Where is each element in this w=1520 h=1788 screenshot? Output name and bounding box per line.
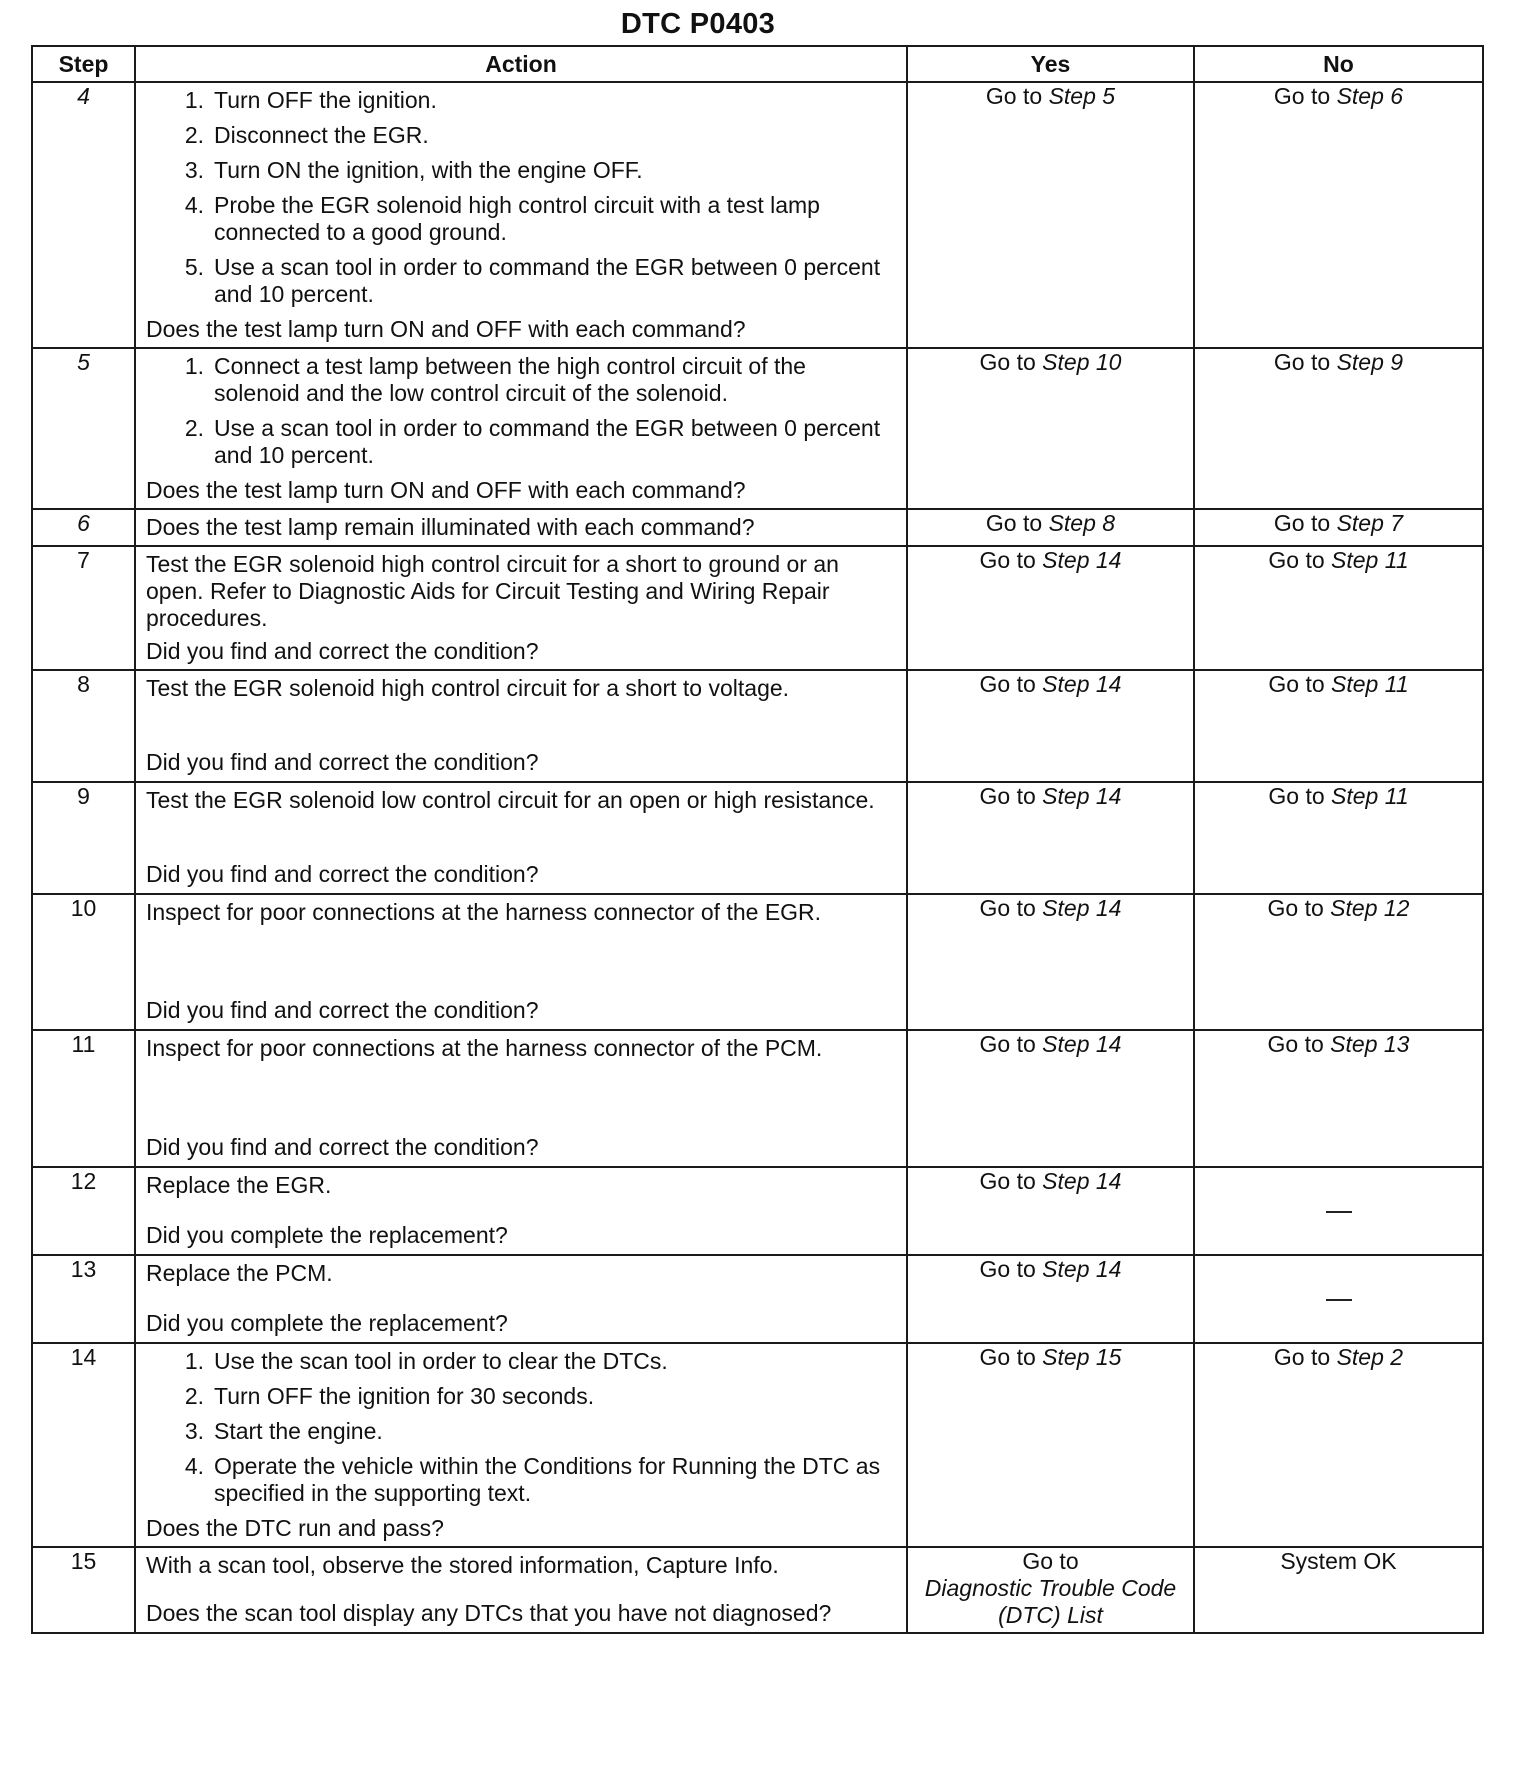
step-number: 10 [32, 894, 135, 1030]
action-text: Test the EGR solenoid high control circuit for a short to voltage. [146, 675, 790, 701]
yes-cell [907, 546, 1194, 670]
list-item-number: 5. [184, 254, 204, 280]
action-steps-list [146, 353, 896, 469]
yes-prefix: Go to [979, 895, 1036, 921]
no-cell [1194, 1255, 1483, 1343]
no-prefix: Go to [1268, 547, 1325, 573]
no-cell [1194, 894, 1483, 1030]
no-step-link[interactable]: Step 9 [1336, 349, 1404, 375]
no-step-link[interactable]: Step 11 [1331, 671, 1409, 697]
yes-step-link[interactable]: Step 14 [1042, 1168, 1122, 1194]
action-cell [135, 670, 907, 782]
yes-prefix: Go to [979, 1031, 1036, 1057]
no-step-link[interactable]: Step 13 [1330, 1031, 1410, 1057]
no-prefix: Go to [1267, 895, 1324, 921]
action-cell [135, 1547, 907, 1633]
action-body [146, 1035, 896, 1068]
action-content [136, 349, 906, 508]
diagnostic-table [31, 45, 1484, 1634]
list-item-number: 2. [184, 415, 204, 441]
yes-step-link[interactable]: Step 14 [1042, 895, 1122, 921]
list-item [146, 254, 896, 308]
step-number: 7 [32, 546, 135, 670]
header-no: No [1194, 46, 1483, 82]
action-content [136, 671, 906, 780]
list-item [146, 353, 896, 407]
header-yes: Yes [907, 46, 1194, 82]
action-content [136, 83, 906, 347]
list-item [146, 1453, 896, 1507]
yes-prefix: Go to [979, 783, 1036, 809]
action-text: Replace the EGR. [146, 1172, 332, 1198]
yes-step-link[interactable]: Diagnostic Trouble Code (DTC) List [924, 1575, 1177, 1628]
step-number: 12 [32, 1167, 135, 1255]
yes-prefix: Go to [979, 1344, 1036, 1370]
action-question: Did you find and correct the condition? [146, 997, 539, 1023]
list-item-number: 1. [184, 87, 204, 113]
table-row [32, 670, 1483, 782]
no-cell [1194, 1343, 1483, 1547]
yes-cell [907, 782, 1194, 894]
list-item-number: 3. [184, 157, 204, 183]
yes-step-link[interactable]: Step 14 [1042, 547, 1122, 573]
action-cell [135, 1167, 907, 1255]
list-item [146, 192, 896, 246]
yes-step-link[interactable]: Step 5 [1048, 83, 1116, 109]
action-text: Inspect for poor connections at the harness connector of the PCM. [146, 1035, 823, 1061]
no-step-link[interactable]: Step 7 [1336, 510, 1404, 536]
action-body [146, 1172, 896, 1205]
action-cell [135, 1343, 907, 1547]
list-item [146, 1383, 896, 1410]
list-item-text: Use a scan tool in order to command the EGR between 0 percent and 10 percent. [214, 415, 881, 468]
yes-prefix: Go to [979, 1168, 1036, 1194]
header-step: Step [32, 46, 135, 82]
list-item-text: Use a scan tool in order to command the EGR between 0 percent and 10 percent. [214, 254, 881, 307]
header-row [32, 46, 1483, 82]
action-cell [135, 546, 907, 670]
yes-cell [907, 509, 1194, 546]
list-item-number: 2. [184, 122, 204, 148]
action-cell [135, 509, 907, 546]
no-prefix: Go to [1273, 83, 1331, 109]
list-item [146, 87, 896, 114]
yes-cell [907, 1547, 1194, 1633]
action-cell [135, 1255, 907, 1343]
action-question: Does the test lamp remain illuminated with each command? [146, 514, 755, 540]
yes-step-link[interactable]: Step 14 [1042, 1031, 1122, 1057]
list-item-number: 1. [184, 1348, 204, 1374]
action-text: Replace the PCM. [146, 1260, 333, 1286]
action-body [146, 1260, 896, 1293]
no-cell [1194, 546, 1483, 670]
yes-step-link[interactable]: Step 15 [1042, 1344, 1122, 1370]
action-question: Did you find and correct the condition? [146, 638, 539, 664]
step-number: 9 [32, 782, 135, 894]
action-question: Does the scan tool display any DTCs that you have not diagnosed? [146, 1600, 832, 1626]
step-number: 11 [32, 1030, 135, 1167]
action-question: Did you complete the replacement? [146, 1222, 508, 1248]
header-action: Action [135, 46, 907, 82]
yes-prefix: Go to [979, 1256, 1036, 1282]
yes-cell [907, 348, 1194, 509]
action-question: Does the DTC run and pass? [146, 1515, 444, 1541]
step-number: 13 [32, 1255, 135, 1343]
table-row [32, 348, 1483, 509]
list-item [146, 157, 896, 184]
action-text: Test the EGR solenoid low control circuit for an open or high resistance. [146, 787, 875, 813]
list-item [146, 122, 896, 149]
action-content [136, 1031, 906, 1165]
no-step-link[interactable]: Step 12 [1330, 895, 1410, 921]
no-prefix: Go to [1273, 1344, 1331, 1370]
action-content [136, 547, 906, 669]
yes-prefix: Go to [979, 547, 1036, 573]
action-body [146, 551, 896, 638]
table-row [32, 1343, 1483, 1547]
action-cell [135, 348, 907, 509]
list-item-text: Operate the vehicle within the Conditions for Running the DTC as specified in the supporting text. [214, 1453, 881, 1506]
no-prefix: Go to [1273, 349, 1331, 375]
action-content [136, 895, 906, 1028]
no-result-text: System OK [1280, 1548, 1397, 1574]
action-text: Inspect for poor connections at the harness connector of the EGR. [146, 899, 822, 925]
list-item-text: Probe the EGR solenoid high control circuit with a test lamp connected to a good ground. [214, 192, 820, 245]
yes-cell [907, 894, 1194, 1030]
table-row [32, 1255, 1483, 1343]
list-item-number: 3. [184, 1418, 204, 1444]
yes-prefix: Go to [979, 671, 1036, 697]
no-prefix: Go to [1273, 510, 1331, 536]
action-content [136, 1344, 906, 1546]
table-row [32, 509, 1483, 546]
action-cell [135, 82, 907, 348]
action-body [146, 899, 896, 932]
action-content [136, 783, 906, 892]
step-number: 14 [32, 1343, 135, 1547]
list-item-text: Start the engine. [214, 1418, 383, 1444]
list-item-number: 4. [184, 1453, 204, 1479]
no-step-link[interactable]: Step 11 [1331, 783, 1409, 809]
action-content [136, 510, 906, 545]
list-item [146, 1348, 896, 1375]
no-cell [1194, 1547, 1483, 1633]
table-row [32, 1030, 1483, 1167]
yes-prefix: Go to [979, 349, 1036, 375]
yes-cell [907, 1030, 1194, 1167]
no-cell [1194, 670, 1483, 782]
step-number: 8 [32, 670, 135, 782]
action-body [146, 1348, 896, 1515]
no-prefix: Go to [1268, 671, 1325, 697]
no-cell [1194, 1167, 1483, 1255]
action-text: Test the EGR solenoid high control circuit for a short to ground or an open. Refer to Diagnostic Aids for Circuit Testing and Wiring Repair procedures. [146, 551, 839, 631]
no-prefix: Go to [1267, 1031, 1324, 1057]
no-cell [1194, 348, 1483, 509]
yes-cell [907, 670, 1194, 782]
list-item-text: Turn OFF the ignition. [214, 87, 437, 113]
action-body [146, 787, 896, 820]
action-text: With a scan tool, observe the stored information, Capture Info. [146, 1552, 779, 1578]
no-step-link[interactable]: Step 6 [1336, 83, 1404, 109]
action-question: Did you complete the replacement? [146, 1310, 508, 1336]
no-cell [1194, 1030, 1483, 1167]
step-number: 6 [32, 509, 135, 546]
no-step-link[interactable]: Step 11 [1331, 547, 1409, 573]
action-steps-list [146, 87, 896, 308]
page-title: DTC P0403 [620, 8, 776, 40]
action-body [146, 353, 896, 477]
yes-step-link[interactable]: Step 10 [1042, 349, 1122, 375]
action-body [146, 1552, 896, 1585]
yes-step-link[interactable]: Step 8 [1048, 510, 1116, 536]
no-cell [1194, 82, 1483, 348]
step-number: 5 [32, 348, 135, 509]
table-row [32, 894, 1483, 1030]
action-cell [135, 782, 907, 894]
yes-prefix: Go to [985, 510, 1043, 536]
yes-cell [907, 1167, 1194, 1255]
list-item-text: Turn OFF the ignition for 30 seconds. [214, 1383, 595, 1409]
list-item-text: Disconnect the EGR. [214, 122, 429, 148]
list-item-number: 1. [184, 353, 204, 379]
action-content [136, 1256, 906, 1341]
yes-step-link[interactable]: Step 14 [1042, 1256, 1122, 1282]
action-cell [135, 894, 907, 1030]
action-cell [135, 1030, 907, 1167]
step-number: 4 [32, 82, 135, 348]
yes-step-link[interactable]: Step 14 [1042, 671, 1122, 697]
action-question: Does the test lamp turn ON and OFF with each command? [146, 477, 746, 503]
yes-prefix: Go to [985, 83, 1043, 109]
list-item [146, 1418, 896, 1445]
action-content [136, 1168, 906, 1253]
list-item-number: 4. [184, 192, 204, 218]
action-question: Did you find and correct the condition? [146, 1134, 539, 1160]
no-cell [1194, 509, 1483, 546]
yes-cell [907, 1255, 1194, 1343]
yes-cell [907, 82, 1194, 348]
table-row [32, 1547, 1483, 1633]
table-row [32, 782, 1483, 894]
action-question: Did you find and correct the condition? [146, 749, 539, 775]
action-question: Does the test lamp turn ON and OFF with each command? [146, 316, 746, 342]
list-item-number: 2. [184, 1383, 204, 1409]
table-row [32, 546, 1483, 670]
action-steps-list [146, 1348, 896, 1507]
table-row [32, 1167, 1483, 1255]
action-content [136, 1548, 906, 1631]
yes-step-link[interactable]: Step 14 [1042, 783, 1122, 809]
list-item-text: Connect a test lamp between the high control circuit of the solenoid and the low control circuit of the solenoid. [214, 353, 806, 406]
no-step-link[interactable]: Step 2 [1336, 1344, 1404, 1370]
list-item-text: Turn ON the ignition, with the engine OFF. [214, 157, 643, 183]
step-number: 15 [32, 1547, 135, 1633]
action-body [146, 87, 896, 316]
action-body [146, 675, 896, 708]
dash-mark [1326, 1299, 1352, 1301]
yes-cell [907, 1343, 1194, 1547]
list-item-text: Use the scan tool in order to clear the DTCs. [214, 1348, 668, 1374]
action-question: Did you find and correct the condition? [146, 861, 539, 887]
table-row [32, 82, 1483, 348]
yes-prefix: Go to [1022, 1548, 1079, 1574]
no-cell [1194, 782, 1483, 894]
no-prefix: Go to [1268, 783, 1325, 809]
list-item [146, 415, 896, 469]
dash-mark [1326, 1211, 1352, 1213]
